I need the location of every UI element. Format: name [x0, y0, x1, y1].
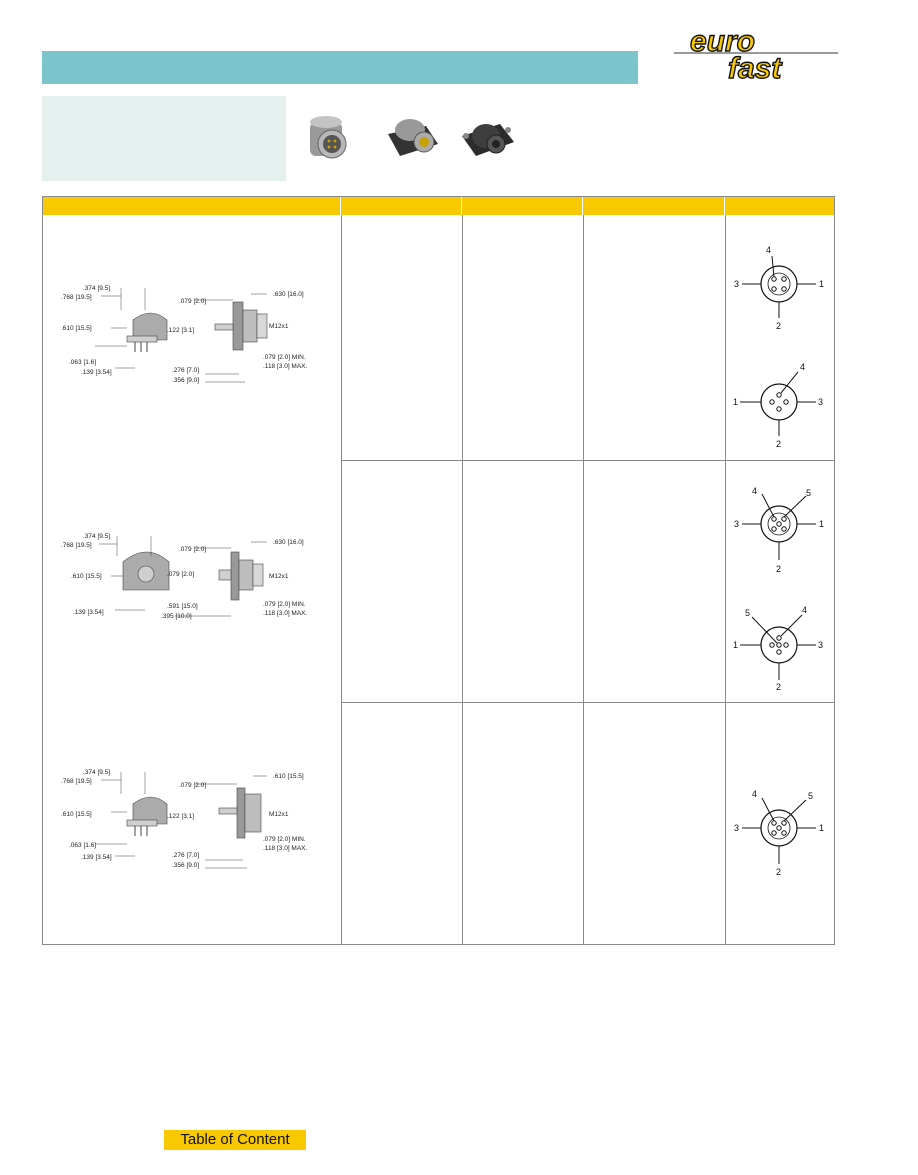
- pin-number-label: 4: [766, 245, 772, 255]
- pin-number-label: 4: [802, 605, 808, 615]
- dim-right-3: .079 [2.0] MIN.: [263, 354, 306, 361]
- pinout-5pin-female: [732, 600, 827, 692]
- pin-number-label: 3: [818, 640, 824, 650]
- dim-top-2: .768 [19.5]: [61, 778, 92, 785]
- pin-number-label: 2: [776, 439, 782, 449]
- dim-mid-2: .591 [15.0]: [167, 603, 198, 610]
- pin-number-label: 2: [776, 564, 782, 574]
- dim-right-1: .630 [16.0]: [273, 291, 304, 298]
- col-divider: [725, 215, 726, 944]
- dim-right-2: M12x1: [269, 573, 289, 580]
- dim-top-1: .374 [9.5]: [83, 533, 111, 540]
- dim-right-4: .118 [3.0] MAX.: [263, 845, 308, 852]
- dim-left-1: .610 [15.5]: [71, 573, 102, 580]
- pinout-5pin-male-2: [732, 786, 827, 878]
- dimension-drawing-3: [55, 764, 335, 874]
- title-bar: [42, 51, 638, 84]
- dim-left-3: .139 [3.54]: [73, 609, 104, 616]
- dim-mid-1: .079 [2.0]: [179, 782, 207, 789]
- pin-number-label: 1: [733, 640, 739, 650]
- logo-fast: fast: [728, 52, 782, 85]
- header-cell-4: [583, 197, 725, 215]
- col-divider: [583, 215, 584, 944]
- dim-left-3: .139 [3.54]: [81, 369, 112, 376]
- logo-euro: euro: [690, 25, 756, 58]
- pin-number-label: 4: [752, 789, 758, 799]
- pin-number-label: 5: [806, 488, 812, 498]
- header-cell-2: [341, 197, 462, 215]
- header-cell-3: [462, 197, 583, 215]
- pin-number-label: 4: [800, 362, 806, 372]
- pin-number-label: 1: [819, 519, 825, 529]
- dim-right-1: .610 [15.5]: [273, 773, 304, 780]
- col-divider: [462, 215, 463, 944]
- pin-number-label: 5: [745, 608, 751, 618]
- dim-mid-2: .122 [3.1]: [167, 813, 195, 820]
- pinout-4pin-female: [732, 360, 827, 452]
- dim-right-3: .079 [2.0] MIN.: [263, 601, 306, 608]
- dim-mid-1: .079 [2.0]: [179, 298, 207, 305]
- pin-number-label: 4: [752, 486, 758, 496]
- pin-number-label: 3: [734, 823, 740, 833]
- dim-top-2: .768 [19.5]: [61, 294, 92, 301]
- dim-right-4: .118 [3.0] MAX.: [263, 610, 308, 617]
- pinout-4pin-male: [732, 240, 827, 332]
- dim-top-2: .768 [19.5]: [61, 542, 92, 549]
- product-photo-2: [388, 119, 438, 156]
- dim-left-3: .139 [3.54]: [81, 854, 112, 861]
- dimension-drawing-2: [55, 528, 335, 628]
- pin-number-label: 1: [819, 823, 825, 833]
- dim-top-1: .374 [9.5]: [83, 769, 111, 776]
- col-divider: [341, 215, 342, 944]
- pin-number-label: 5: [808, 791, 814, 801]
- dim-left-1: .610 [15.5]: [61, 325, 92, 332]
- dim-mid-3: .276 [7.0]: [172, 852, 200, 859]
- pinout-5pin-male: [732, 484, 827, 576]
- dim-mid-3: .276 [7.0]: [172, 367, 200, 374]
- dim-right-2: M12x1: [269, 323, 289, 330]
- dim-right-2: M12x1: [269, 811, 289, 818]
- dim-right-1: .630 [16.0]: [273, 539, 304, 546]
- dimension-drawing-1: [55, 280, 335, 390]
- row-divider: [341, 702, 834, 703]
- dim-mid-4: .356 [9.0]: [172, 377, 200, 384]
- eurofast-logo: [670, 20, 840, 90]
- dim-left-1: .610 [15.5]: [61, 811, 92, 818]
- intro-box: [42, 96, 286, 181]
- pin-number-label: 2: [776, 321, 782, 331]
- row-divider: [341, 460, 834, 461]
- dim-left-2: .063 [1.6]: [69, 359, 97, 366]
- product-photo-3: [462, 124, 514, 156]
- dim-mid-3: .395 [10.0]: [161, 613, 192, 620]
- pin-number-label: 2: [776, 867, 782, 877]
- dim-left-2: .063 [1.6]: [69, 842, 97, 849]
- dim-top-1: .374 [9.5]: [83, 285, 111, 292]
- pin-number-label: 3: [734, 279, 740, 289]
- dim-mid-4: .356 [9.0]: [172, 862, 200, 869]
- pin-number-label: 3: [734, 519, 740, 529]
- dim-mid-2: .122 [3.1]: [167, 327, 195, 334]
- pin-number-label: 1: [733, 397, 739, 407]
- table-of-content-link[interactable]: Table of Content: [164, 1130, 306, 1150]
- dim-mid-1: .079 [2.0]: [179, 546, 207, 553]
- header-cell-drawing: [43, 197, 341, 215]
- pin-number-label: 3: [818, 397, 824, 407]
- header-cell-5: [725, 197, 834, 215]
- dim-left-2: .079 [2.0]: [167, 571, 195, 578]
- product-photos: [300, 100, 530, 180]
- dim-right-3: .079 [2.0] MIN.: [263, 836, 306, 843]
- product-photo-1: [310, 116, 346, 158]
- pin-number-label: 1: [819, 279, 825, 289]
- pin-number-label: 2: [776, 682, 782, 692]
- dim-right-4: .118 [3.0] MAX.: [263, 363, 308, 370]
